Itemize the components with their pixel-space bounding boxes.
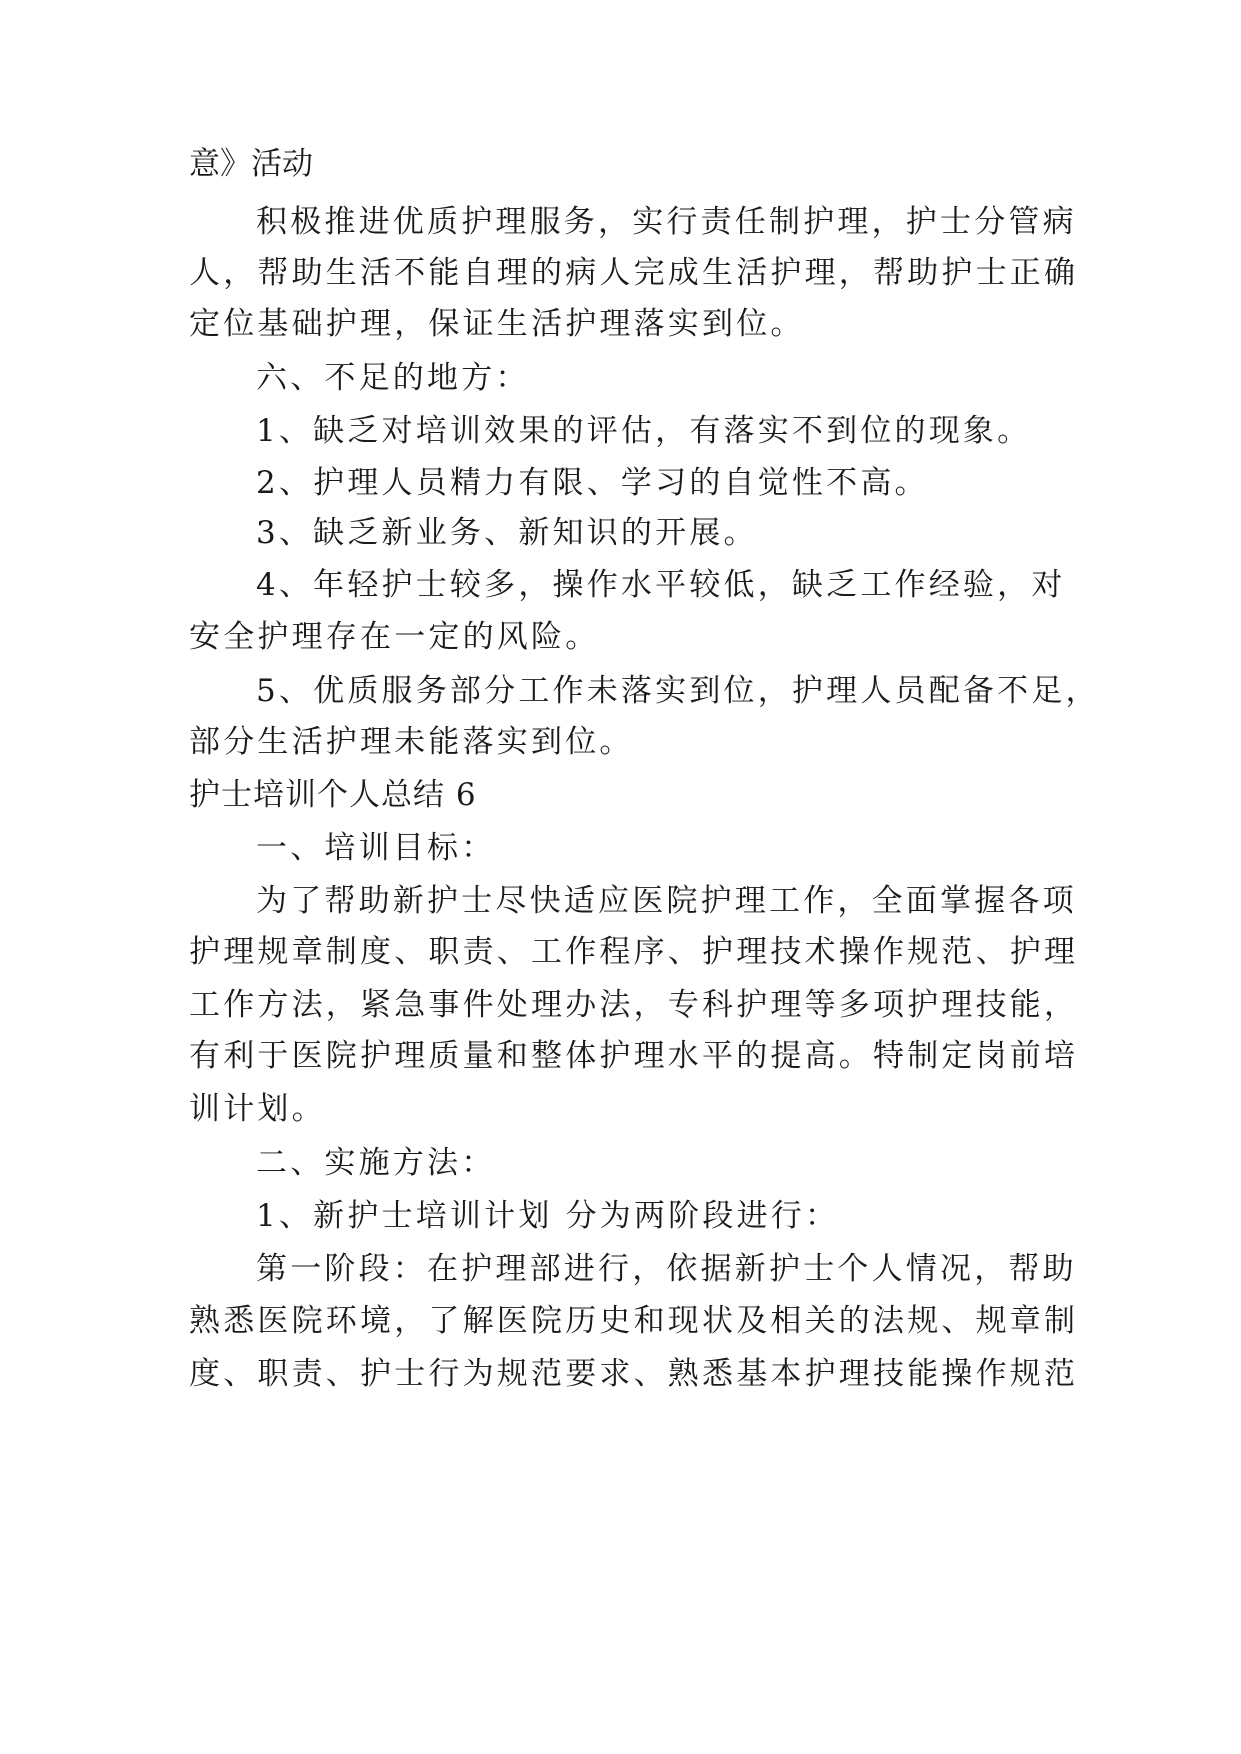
text-line: 第一阶段：在护理部进行，依据新护士个人情况，帮助	[256, 1251, 1077, 1287]
text-line: 人，帮助生活不能自理的病人完成生活护理，帮助护士正确	[189, 255, 1079, 291]
list-item: 1、缺乏对培训效果的评估，有落实不到位的现象。	[256, 413, 1032, 449]
text-line: 熟悉医院环境，了解医院历史和现状及相关的法规、规章制	[189, 1303, 1079, 1339]
text-line: 部分生活护理未能落实到位。	[189, 724, 634, 760]
text-line: 为了帮助新护士尽快适应医院护理工作，全面掌握各项	[256, 883, 1077, 919]
section-heading: 六、不足的地方：	[256, 360, 530, 396]
list-item: 1、新护士培训计划 分为两阶段进行：	[256, 1198, 840, 1234]
text-line: 积极推进优质护理服务，实行责任制护理，护士分管病	[256, 204, 1077, 240]
list-item: 3、缺乏新业务、新知识的开展。	[256, 515, 758, 551]
text-line: 工作方法，紧急事件处理办法，专科护理等多项护理技能，	[189, 987, 1079, 1023]
list-item: 2、护理人员精力有限、学习的自觉性不高。	[256, 465, 929, 501]
list-item: 4、年轻护士较多，操作水平较低，缺乏工作经验，对	[256, 567, 1066, 603]
section-heading: 二、实施方法：	[256, 1145, 496, 1181]
list-item: 5、优质服务部分工作未落实到位，护理人员配备不足，	[256, 673, 1100, 709]
text-line: 意》活动	[189, 146, 313, 182]
section-heading: 一、培训目标：	[256, 830, 496, 866]
section-title: 护士培训个人总结 6	[189, 777, 477, 813]
text-line: 护理规章制度、职责、工作程序、护理技术操作规范、护理	[189, 934, 1079, 970]
text-line: 训计划。	[189, 1091, 326, 1127]
text-line: 定位基础护理，保证生活护理落实到位。	[189, 306, 805, 342]
text-line: 安全护理存在一定的风险。	[189, 619, 600, 655]
text-line: 度、职责、护士行为规范要求、熟悉基本护理技能操作规范	[189, 1356, 1079, 1392]
text-line: 有利于医院护理质量和整体护理水平的提高。特制定岗前培	[189, 1038, 1079, 1074]
